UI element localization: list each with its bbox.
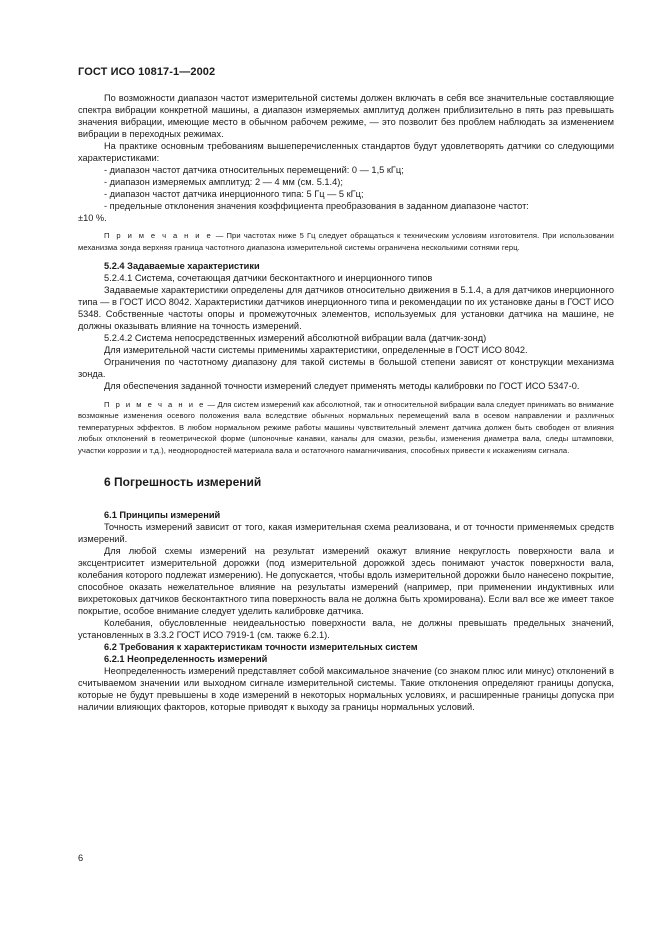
note-label: П р и м е ч а н и е: [104, 399, 206, 409]
paragraph: Неопределенность измерений представляет собой максимальное значение (со знаком плюс или минус) отклонений в считываемом значении или выходном сигнале измерительной системы. Такие отклонения определяют границы допуска, которые не будут превышены в ходе измерений в некоторых нормальных условиях, и расширенные границы допуска при наличии влияющих факторов, которые приводят к выходу за границы нормальных условий.: [78, 665, 614, 712]
list-item-continuation: ±10 %.: [78, 212, 107, 223]
paragraph: Ограничения по частотному диапазону для такой системы в большой степени зависят от конструкции механизма зонда.: [78, 357, 614, 380]
section-heading-5-2-4: 5.2.4 Задаваемые характеристики: [104, 261, 260, 272]
paragraph: Для любой схемы измерений на результат измерений окажут влияние некруглость поверхности вала и эксцентриситет измерительной дорожки (под измерительной дорожкой здесь понимают участок поверхности вала, колебания которого подлежат измерению). Не допускается, чтобы вдоль измерительной дорожки было нанесено покрытие, способное оказать нежелательное влияние на результаты измерений (например, при применении индуктивных или вихретоковых датчиков бесконтактного типа поверхность вала не должна быть хромирована). Если вал все же имеет такое покрытие, особое внимание следует уделить калибровке датчика.: [78, 546, 614, 617]
note: [78, 230, 614, 253]
subsection-heading-5-2-4-1: 5.2.4.1 Система, сочетающая датчики бесконтактного и инерционного типов: [104, 273, 433, 284]
page-number: 6: [78, 853, 84, 863]
paragraph: Точность измерений зависит от того, какая измерительная схема реализована, и от точности применяемых средств измерений.: [78, 522, 614, 545]
paragraph: Задаваемые характеристики определены для датчиков относительно движения в 5.1.4, а для датчиков инерционного типа — в ГОСТ ИСО 8042. Характеристики датчиков инерционного типа и рекомендации по их установке даны в ГОСТ ИСО 5348. Собственные частоты опоры и промежуточных элементов, используемых для установки датчика на машине, не должны оказывать влияние на точность измерений.: [78, 285, 614, 332]
list-item: - диапазон измеряемых амплитуд: 2 — 4 мм (см. 5.1.4);: [104, 176, 343, 187]
page-content: [78, 66, 614, 714]
paragraph: Для измерительной части системы применимы характеристики, определенные в ГОСТ ИСО 8042.: [104, 345, 528, 356]
section-heading-6: 6 Погрешность измерений: [104, 475, 262, 490]
note: [78, 399, 614, 457]
note-label: П р и м е ч а н и е: [104, 231, 213, 241]
paragraph: Для обеспечения заданной точности измерений следует применять методы калибровки по ГОСТ ИСО 5347-0.: [104, 381, 580, 392]
section-heading-6-2-1: 6.2.1 Неопределенность измерений: [104, 653, 268, 664]
document-header: ГОСТ ИСО 10817-1—2002: [78, 66, 216, 78]
paragraph: По возможности диапазон частот измерительной системы должен включать в себя все значительные составляющие спектра вибрации конкретной машины, а диапазон измеряемых амплитуд должен приблизительно в пять раз превышать значения вибрации, имеющие место в обычном рабочем режиме, — это позволит без проблем наблюдать за изменением вибрации в переходных режимах.: [78, 93, 614, 139]
section-heading-6-2: 6.2 Требования к характеристикам точности измерительных систем: [104, 641, 418, 652]
list-item: - предельные отклонения значения коэффициента преобразования в заданном диапазоне частот:: [104, 200, 529, 211]
paragraph: Колебания, обусловленные неидеальностью поверхности вала, не должны превышать предельных значений, установленных в 3.3.2 ГОСТ ИСО 7919-1 (см. также 6.2.1).: [78, 618, 614, 640]
paragraph: На практике основным требованиям вышеперечисленных стандартов будут удовлетворять датчики со следующими характеристиками:: [78, 140, 614, 163]
note-text: — Для систем измерений как абсолютной, так и относительной вибрации вала следует принимать во внимание возможные изменения осевого положения вала вследствие обычных нормальных перемещений вала в осевом направлении и различных температурных эффектов. В любом нормальном режиме работы машины чувствительный элемент датчика должен быть свободен от влияния любых отклонений в геометрической форме (шпоночные канавки, каналы для смазки, резьбы, изменения диаметра вала, следы штамповки, участки коррозии и т.д.), неоднородностей материала вала и остаточного намагничивания, способных привести к искажениям сигнала.: [78, 399, 614, 455]
subsection-heading-5-2-4-2: 5.2.4.2 Система непосредственных измерений абсолютной вибрации вала (датчик-зонд): [104, 333, 487, 344]
section-heading-6-1: 6.1 Принципы измерений: [104, 510, 221, 521]
note-text: — При частотах ниже 5 Гц следует обращаться к техническим условиям изготовителя. При использовании механизма зонда верхняя граница частотного диапазона измерительной системы ограничена несколькими сотнями герц.: [78, 231, 614, 252]
list-item: - диапазон частот датчика относительных перемещений: 0 — 1,5 кГц;: [104, 164, 404, 175]
list-item: - диапазон частот датчика инерционного типа: 5 Гц — 5 кГц;: [104, 188, 364, 199]
